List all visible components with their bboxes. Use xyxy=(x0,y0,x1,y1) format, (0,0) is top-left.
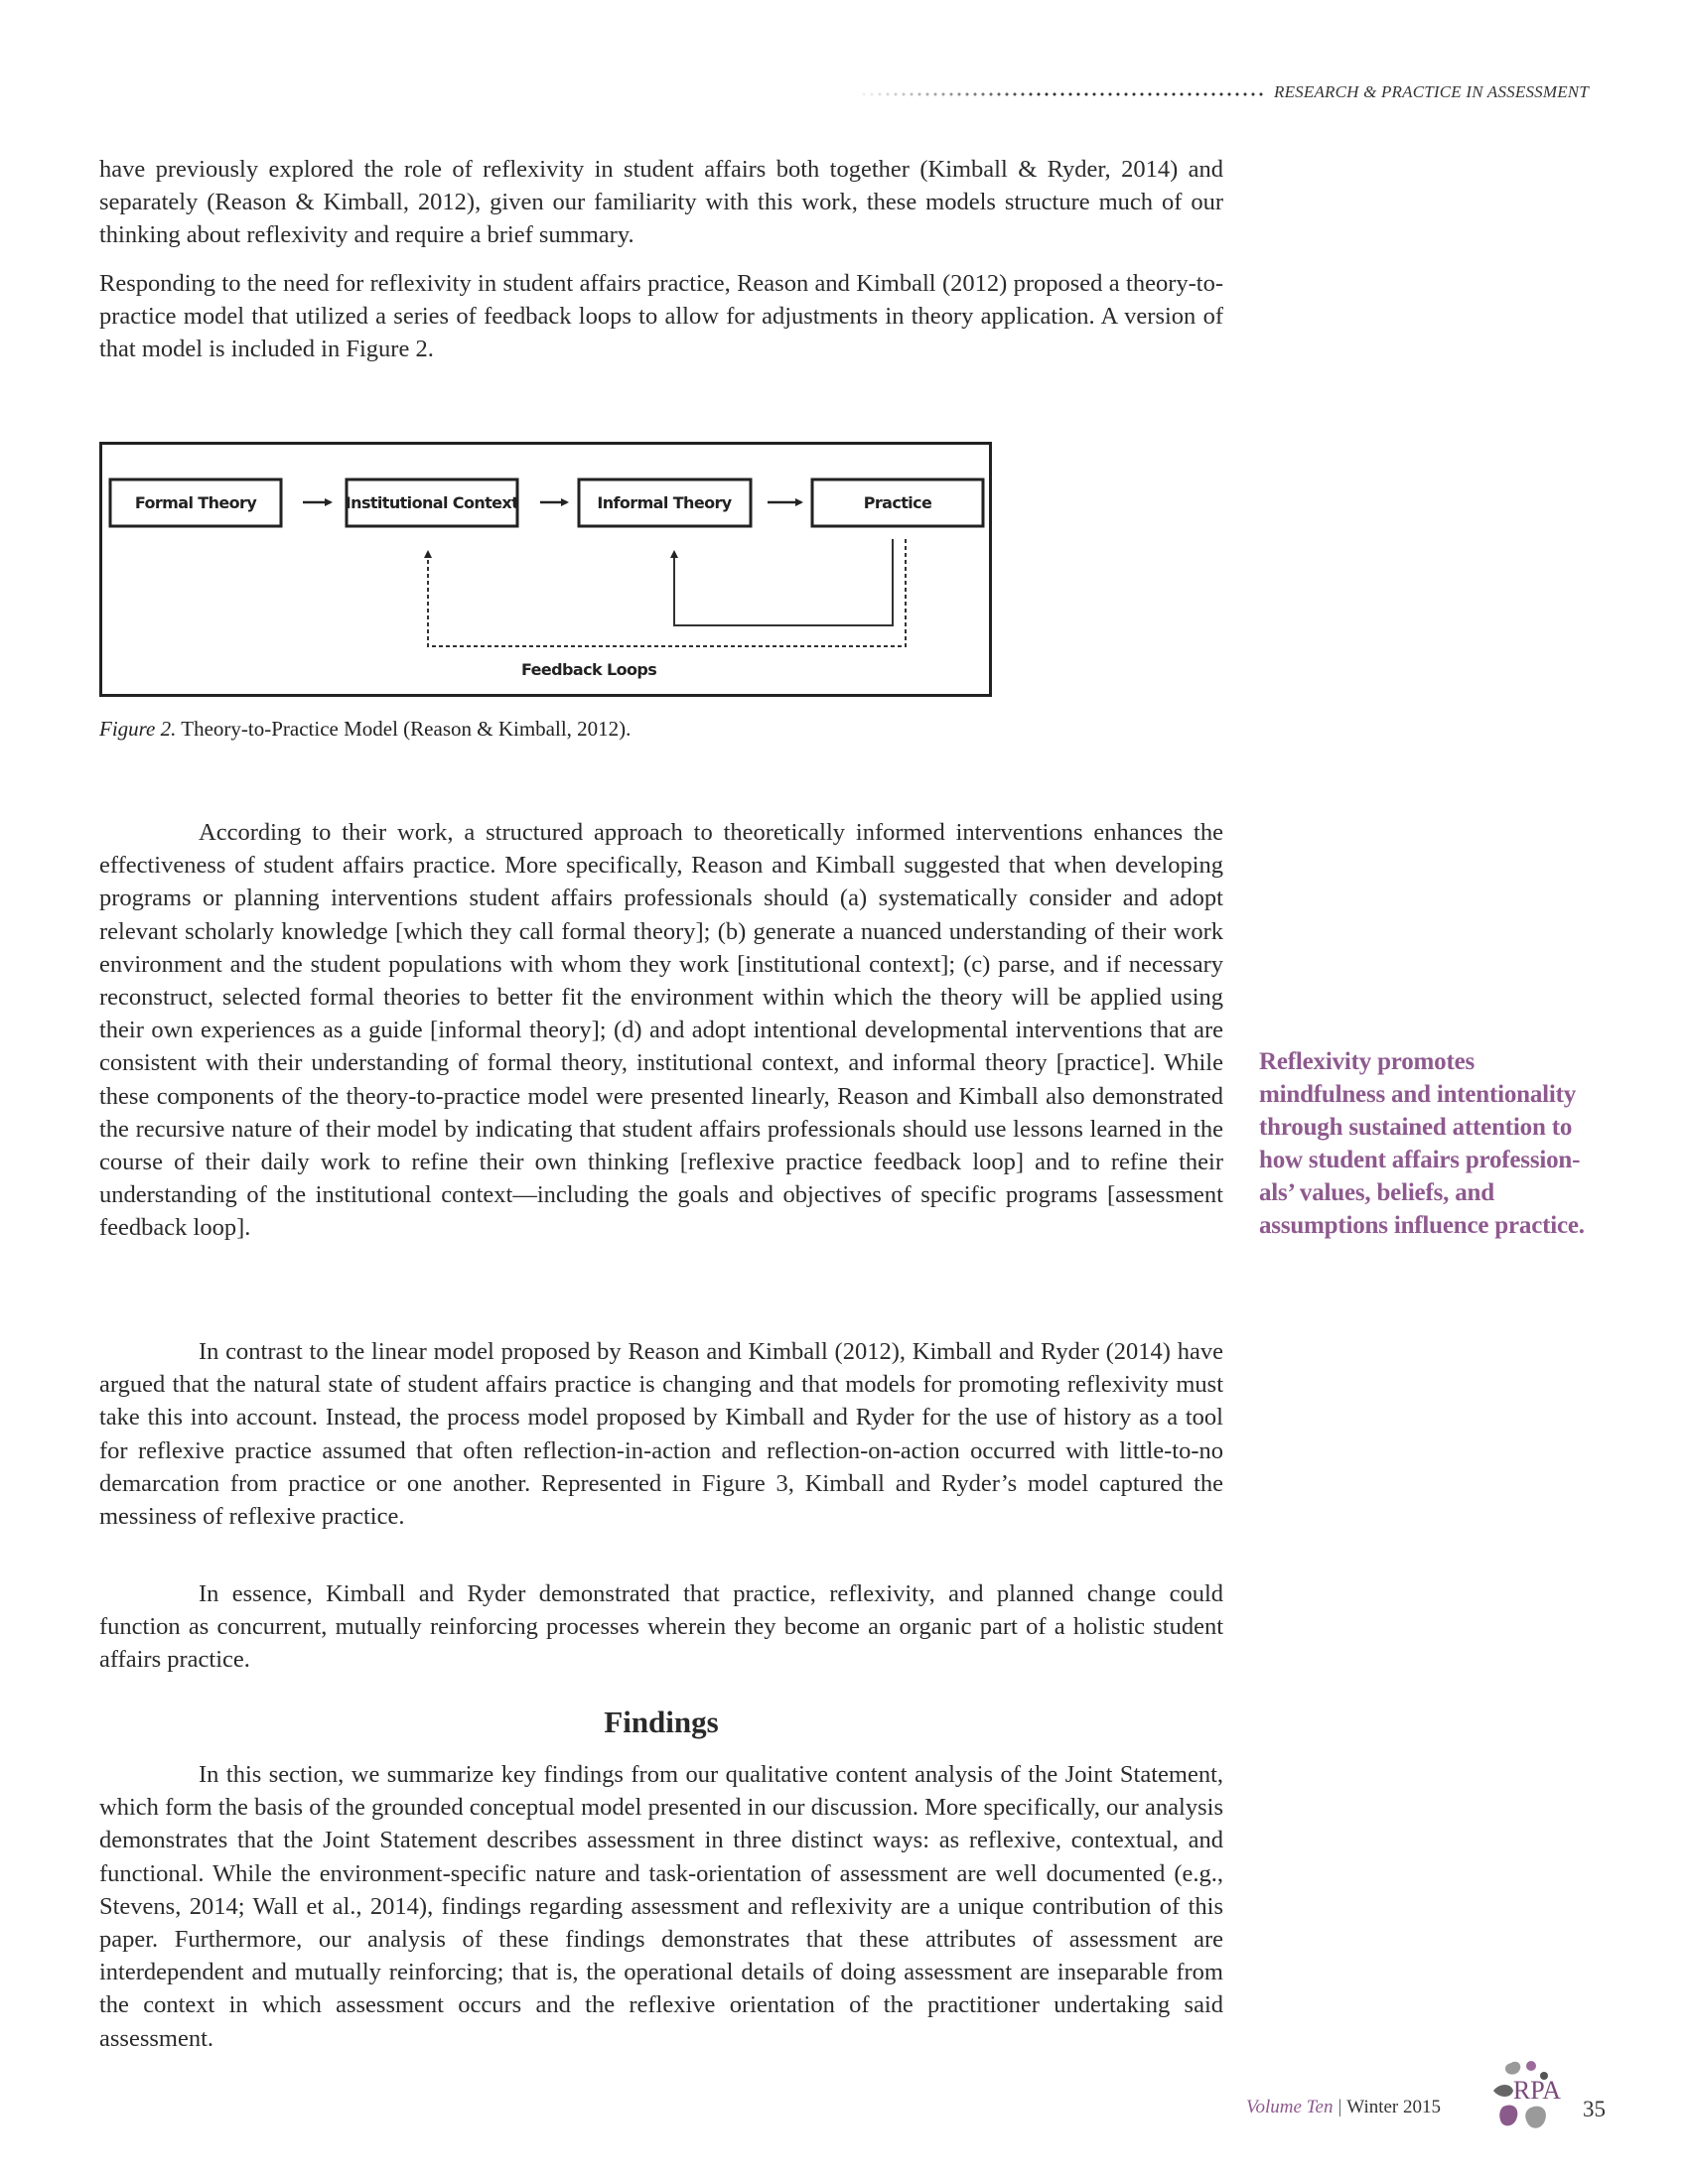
box-formal-theory-label: Formal Theory xyxy=(134,493,257,512)
body-paragraph-6: In this section, we summarize key findings from our qualitative content analysis of the Joint Statement, which form the basis of the grounded conceptual model presented in our discussion. More specifically, our analysis demonstrates that the Joint Statement describes assessment in three distinct ways: as reflexive, contextual, and functional. While the environment-specific nature and task-orientation of assessment are well documented (e.g., Stevens, 2014; Wall et al., 2014), findings regarding assessment and reflexivity are a unique contribution of this paper. Furthermore, our analysis of these findings demonstrates that these attributes of assessment are interdependent and mutually reinforcing; that is, the operational details of doing assessment are inseparable from the context in which assessment occurs and the reflexive orientation of the practitioner undertaking said assessment. xyxy=(99,1761,1223,2052)
running-head xyxy=(860,79,1589,105)
figure-caption xyxy=(99,717,631,742)
reflexive-practice-feedback-loop xyxy=(674,539,893,625)
assessment-feedback-loop xyxy=(428,539,906,646)
section-heading-findings: Findings xyxy=(604,1705,719,1739)
feedback-loops-label: Feedback Loops xyxy=(521,660,657,679)
pull-quote: Reflexivity promotes mindfulness and intentionality through sustained attention to how student affairs profession-als’ values, beliefs, and assumptions influence practice. xyxy=(1259,1048,1585,1239)
logo-text: RPA xyxy=(1512,2076,1562,2105)
figure-caption-label: Figure 2. xyxy=(99,717,177,741)
box-informal-theory-label: Informal Theory xyxy=(597,493,732,512)
figure-2-diagram xyxy=(99,442,992,697)
page-number: 35 xyxy=(1583,2097,1606,2121)
box-institutional-context-label: Institutional Context xyxy=(345,493,519,512)
body-paragraph-2: Responding to the need for reflexivity in student affairs practice, Reason and Kimball (2012) proposed a theory-to-practice model that utilized a series of feedback loops to allow for adjustments in theory application. A version of that model is included in Figure 2. xyxy=(99,270,1223,363)
box-practice xyxy=(812,479,983,526)
box-practice-label: Practice xyxy=(863,493,932,512)
body-paragraph-1: have previously explored the role of reflexivity in student affairs both together (Kimball & Ryder, 2014) and separately (Reason & Kimball, 2012), given our familiarity with this work, these models structure much of our thinking about reflexivity and require a brief summary. xyxy=(99,156,1223,249)
dotted-leader xyxy=(860,92,1266,96)
footer-volume: Volume Ten xyxy=(1246,2097,1334,2117)
footer-separator: | xyxy=(1337,2097,1342,2117)
figure-caption-text: Theory-to-Practice Model (Reason & Kimball, 2012). xyxy=(181,717,632,741)
footer-issue-info xyxy=(1246,2097,1441,2118)
footer-issue: Winter 2015 xyxy=(1346,2097,1442,2117)
rpa-logo-icon xyxy=(1489,2057,1565,2136)
body-paragraph-4: In contrast to the linear model proposed by Reason and Kimball (2012), Kimball and Ryder (2014) have argued that the natural state of student affairs practice is changing and that models for promoting reflexivity must take this into account. Instead, the process model proposed by Kimball and Ryder for the use of history as a tool for reflexive practice assumed that often reflection-in-action and reflection-on-action occurred with little-to-no demarcation from practice or one another. Represented in Figure 3, Kimball and Ryder’s model captured the messiness of reflexive practice. xyxy=(99,1338,1223,1531)
body-paragraph-5: In essence, Kimball and Ryder demonstrated that practice, reflexivity, and planned change could function as concurrent, mutually reinforcing processes wherein they become an organic part of a holistic student affairs practice. xyxy=(99,1580,1223,1674)
box-institutional-context xyxy=(346,479,519,526)
figure-svg xyxy=(102,445,989,694)
box-formal-theory xyxy=(110,479,281,526)
box-informal-theory xyxy=(579,479,751,526)
body-paragraph-3: According to their work, a structured approach to theoretically informed interventions enhances the effectiveness of student affairs practice. More specifically, Reason and Kimball suggested that when developing programs or planning interventions student affairs professionals should (a) systematically consider and adopt relevant scholarly knowledge [which they call formal theory]; (b) generate a nuanced understanding of their work environment and the student populations with whom they work [institutional context]; (c) parse, and if necessary reconstruct, selected formal theories to better fit the environment within which the theory will be applied using their own experiences as a guide [informal theory]; (d) and adopt intentional developmental interventions that are consistent with their understanding of formal theory, institutional context, and informal theory [practice]. While these components of the theory-to-practice model were presented linearly, Reason and Kimball also demonstrated the recursive nature of their model by indicating that student affairs professionals should use lessons learned in the course of their daily work to refine their own thinking [reflexive practice feedback loop] and to refine their understanding of the institutional context—including the goals and objectives of specific programs [assessment feedback loop]. xyxy=(99,819,1223,1242)
journal-name: RESEARCH & PRACTICE IN ASSESSMENT xyxy=(1274,82,1589,101)
